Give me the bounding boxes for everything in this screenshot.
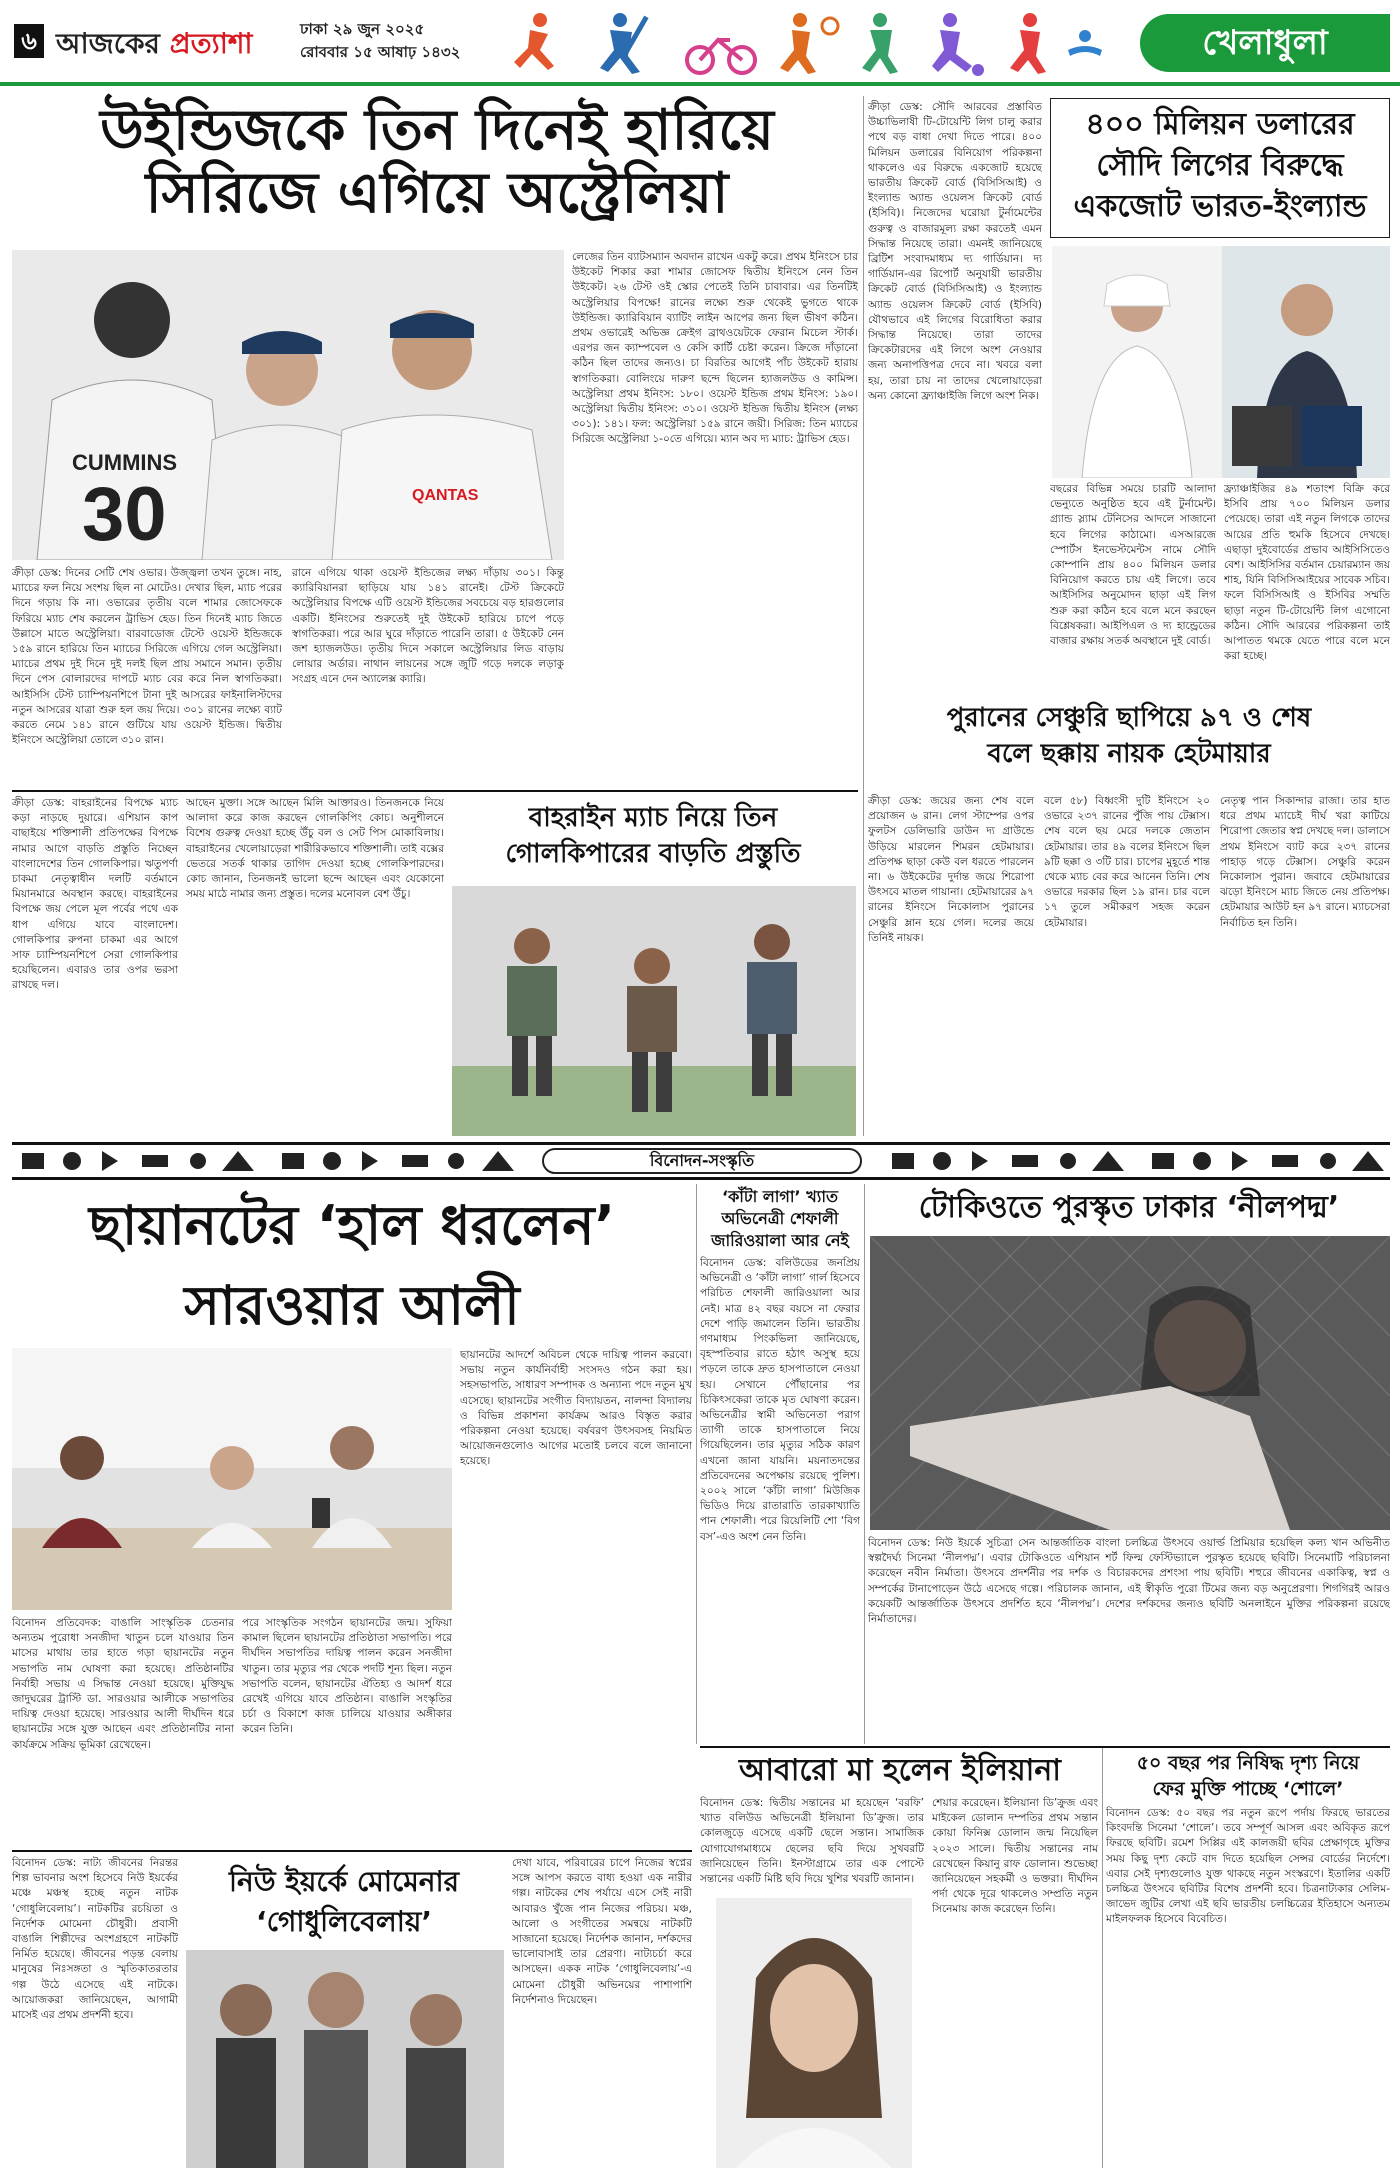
separator-neelpadma-bottom (700, 1746, 1390, 1748)
actress-illustration (870, 1236, 1390, 1530)
neelpadma-body: বিনোদন ডেস্ক: নিউ ইয়র্কে সুচিত্রা সেন আন্তর্জাতিক বাংলা চলচ্চিত্র উৎসবে ওয়ার্ল্ড প্রিমিয়ার হয়েছিল কল্য খান অভিনীত স্বল্পদৈর্ঘ্য সিনেমা ‘নীলপদ্ম’। এবার টোকিওতে এশিয়ান শর্ট ফিল্ম ফেস্টিভ্যালে পুরস্কৃত হয়েছে ছবিটি। সিনেমাটি পরিচালনা করেছেন নবীন নির্মাতা। উৎসবে প্রদর্শনীর পর দর্শক ও বিচারকদের প্রশংসা পায় ছবিটি। শহুরে জীবনের একাকিত্ব, স্বপ্ন ও সম্পর্কের টানাপোড়েন উঠে এসেছে গল্পে। পরিচালক জানান, এই স্বীকৃতি পুরো টিমের জন্য বড় অনুপ্রেরণা। শিগগিরই আরও কয়েকটি আন্তর্জাতিক উৎসবে প্রদর্শিত হবে ‘নীলপদ্ম’। দেশের দর্শকদের জন্যও ছবিটি অনলাইনে মুক্তির পরিকল্পনা রয়েছে নির্মাতাদের। (868, 1537, 1390, 1626)
saudi-headline-line3: একজোট ভারত-ইংল্যান্ড (1073, 189, 1367, 224)
hetmyer-column-1: ক্রীড়া ডেস্ক: জয়ের জন্য শেষ বলে প্রয়োজন ৬ রান। লেগ স্টাম্পের ওপর ফুলটস ডেলিভারি ডাউন দ্য গ্রাউন্ডে উড়িয়ে মারলেন শিমরন হেটমায়ার। প্রতিপক্ষ ছাড়া কেউ বল ধরতে পারলেন না। ৬ উইকেটের দুর্দান্ত জয়ে শিরোপা উৎসবে মাতল গায়ানা। হেটমায়ারের ৯৭ রানের ইনিংসে নিকোলাস পুরানের সেঞ্চুরি ম্লান হয়ে গেল। দলের জয়ে তিনিই নায়ক। (868, 795, 1034, 944)
hetmyer-headline (868, 700, 1390, 772)
hetmyer-headline-line1: পুরানের সেঞ্চুরি ছাপিয়ে ৯৭ ও শেষ (946, 703, 1312, 733)
actor-right-icon (406, 1994, 466, 2168)
clapper-icon (22, 1153, 44, 1169)
actor-left-icon (216, 1984, 276, 2168)
sarwar-column-3: ছায়ানটের আদর্শে অবিচল থেকে দায়িত্ব পালন করবো। সভায় নতুন কার্যনির্বাহী সংসদও গঠন করা হয়। সহসভাপতি, সাধারণ সম্পাদক ও অন্যান্য পদে নতুন মুখ এসেছে। ছায়ানটের সংগীত বিদ্যায়তন, নালন্দা বিদ্যালয় ও বিভিন্ন প্রকাশনা কার্যক্রম আরও বিস্তৃত করার পরিকল্পনা নেওয়া হয়েছে। বর্ষবরণ উৎসবসহ নিয়মিত আয়োজনগুলোও আগের মতোই চলবে বলে জানানো হয়েছে। (460, 1349, 692, 1468)
cricketers-illustration (12, 250, 564, 560)
section-label: খেলাধুলা (1140, 14, 1390, 72)
momena-photo (186, 1950, 504, 2168)
saudi-headline-line1: ৪০০ মিলিয়ন ডলারের (1085, 107, 1355, 142)
saudi-column-3: ফ্র্যাঞ্চাইজির ৪৯ শতাংশ বিক্রি করে ইসিবি প্রায় ৭০০ মিলিয়ন ডলার পেয়েছে। তারা এই নতুন লিগকে তাদের আয়ের প্রতি হুমকি হিসেবে দেখছে। এছাড়া দুইবোর্ডের প্রভাব আইসিসিতেও বেশ। আইসিসির বর্তমান চেয়ারম্যান জয় শাহ, যিনি বিসিসিআইয়ের সাবেক সচিব। ফলে বিসিসিআই ও ইসিবির সম্মতি ছাড়া নতুন টি-টোয়েন্টি লিগ এগোনো কঠিন। সৌদি আরবের পরিকল্পনা তাই আপাতত থমকে যেতে পারে বলে মনে করা হচ্ছে। (1224, 483, 1390, 663)
momena-column-2: দেখা যাবে, পরিবারের চাপে নিজের স্বপ্নের সঙ্গে আপস করতে বাধ্য হওয়া এক নারীর গল্প। নাটকের শেষ পর্যায়ে এসে সেই নারী আবারও খুঁজে পান নিজের পরিচয়। মঞ্চ, আলো ও সংগীতের সমন্বয়ে নাটকটি সাজানো হয়েছে। নির্দেশক জানান, দর্শকদের ভালোবাসাই তার প্রেরণা। নাট্যচর্চা করে আসছেন। একক নাটক ‘গোধুলিবেলায়’-এ মোমেনা চৌধুরী অভিনয়ের পাশাপাশি নির্দেশনাও দিয়েছেন। (512, 1857, 692, 2006)
bcci-logo-icon (1232, 406, 1292, 466)
camera-icon (142, 1155, 168, 1167)
sarwar-column-2: পরে সাংস্কৃতিক সংগঠন ছায়ানটের জন্ম। সুফিয়া কামাল ছিলেন ছায়ানটের প্রতিষ্ঠাতা সভাপতি। পরে দীর্ঘদিন সভাপতির দায়িত্ব পালন করেন সনজীদা খাতুন। তার মৃত্যুর পর থেকে পদটি শূন্য ছিল। নতুন সভাপতি বলেন, ছায়ানটের ঐতিহ্য ও আদর্শ ধরে রেখেই এগিয়ে যাবে প্রতিষ্ঠান। বাঙালি সংস্কৃতির চর্চা ও বিকাশে কাজ চালিয়ে যাওয়ার অঙ্গীকার করেন তিনি। (242, 1617, 452, 1736)
saudi-headline (1054, 104, 1386, 227)
ileana-column-1: বিনোদন ডেস্ক: দ্বিতীয় সন্তানের মা হয়েছেন ‘বরফি’ খ্যাত বলিউড অভিনেত্রী ইলিয়ানা ডি’ক্রুজ। তার কোলজুড়ে এসেছে একটি ছেলে সন্তান। সামাজিক যোগাযোগমাধ্যমে ছেলের ছবি দিয়ে সুখবরটি জানিয়েছেন তিনি। ইনস্টাগ্রামে তার এক পোস্টে সন্তানের একটি মিষ্টি ছবি দিয়ে খুশির খবরটি জানান। (700, 1797, 924, 1886)
separator-sarwar-shefali (696, 1184, 697, 1744)
officials-illustration (1052, 246, 1390, 478)
paper-logo (56, 22, 253, 62)
masthead (0, 0, 1400, 86)
momena-headline-line1: নিউ ইয়র্কে মোমেনার (229, 1865, 459, 1898)
lead-column-1: ক্রীড়া ডেস্ক: দিনের সেটি শেষ ওভার। উজ্জ্বলা তখন তুঙ্গে। নাহ, ম্যাচের ফল নিয়ে সংশয় ছিল না মোটেও। দেখার ছিল, ম্যাচ পরের দিনে গড়ায় কি না। ওভারের তৃতীয় বলে শামার জোসেফকে ফিরিয়ে ম্যাচ শেষ করলেন ট্রাভিস হেড। তিন দিনেই ম্যাচ জিতে উল্লাসে মাতে অস্ট্রেলিয়া। বারবাডোজ টেস্টে ওয়েস্ট ইন্ডিজকে ১৫৯ রানে হারিয়ে তিন ম্যাচের সিরিজে এগিয়ে গেল অস্ট্রেলিয়া। ম্যাচের প্রথম দুই দিনে দুই দলই ছিল প্রায় সমানে সমান। তৃতীয় দিনে পেস বোলারদের দাপটে ম্যাচ বের করে নিল স্বাগতিকরা। আইসিসি টেস্ট চ্যাম্পিয়নশিপে টানা দুই আসরের ফাইনালিস্টদের নতুন আসরের যাত্রা শুরু হল জয় দিয়ে। ৩০১ রানের লক্ষ্যে ব্যাট করতে নেমে ১৪১ রানে গুটিয়ে যায় ওয়েস্ট ইন্ডিজ। দ্বিতীয় ইনিংসে অস্ট্রেলিয়া তোলে ৩১০ রান। (12, 567, 282, 747)
ileana-headline: আবারো মা হলেন ইলিয়ানা (739, 1753, 1061, 1788)
paper-logo-part1: আজকের (56, 27, 160, 60)
shefali-column-1: বিনোদন ডেস্ক: বলিউডের জনপ্রিয় অভিনেত্রী ও ‘কাঁটা লাগা’ গার্ল হিসেবে পরিচিত শেফালী জারিওয়ালা আর নেই। মাত্র ৪২ বছর বয়সে না ফেরার দেশে পাড়ি জমালেন তিনি। ভারতীয় গণমাধ্যম পিংকভিলা জানিয়েছে, বৃহস্পতিবার রাতে হঠাৎ অসুস্থ হয়ে পড়লে তাকে দ্রুত হাসপাতালে নেওয়া হয়। সেখানে পৌঁছানোর পর চিকিৎসকেরা তাকে মৃত ঘোষণা করেন। অভিনেত্রীর স্বামী অভিনেতা পরাগ ত্যাগী তাকে হাসপাতালে নিয়ে গিয়েছিলেন। তার মৃত্যুর সঠিক কারণ এখনো জানা যায়নি। ময়নাতদন্তের প্রতিবেদনের অপেক্ষায় রয়েছে পুলিশ। ২০০২ সালে ‘কাঁটা লাগা’ মিউজিক ভিডিও দিয়ে রাতারাতি তারকাখ্যাতি পান শেফালী। পরে রিয়েলিটি শো ‘বিগ বস’-এও অংশ নেন তিনি। (700, 1257, 860, 1543)
divider-momena-top (12, 1850, 692, 1852)
football-icon (932, 13, 984, 76)
separator-shefali-neelpadma (864, 1184, 865, 1744)
sholay-column-1: বিনোদন ডেস্ক: ৫০ বছর পর নতুন রূপে পর্দায় ফিরছে ভারতের কিংবদন্তি সিনেমা ‘শোলে’। তবে সম্পূর্ণ আসল এবং অবিকৃত রূপে ফিরছে ছবিটি। রমেশ সিপ্পির এই কালজয়ী ছবির প্রেক্ষাগৃহে মুক্তির সময় কিছু দৃশ্য কেটে বাদ দিতে হয়েছিল সেন্সর বোর্ডের নির্দেশে। এবার সেই দৃশ্যগুলোও যুক্ত থাকছে নতুন সংস্করণে। ইতালির একটি চলচ্চিত্র উৎসবে ছবিটির বিশেষ প্রদর্শনী হবে। চিত্রনাট্যকার সেলিম-জাভেদ জুটির লেখা এই ছবি ভারতীয় চলচ্চিত্রের ইতিহাসে অন্যতম মাইলফলক হিসেবে বিবেচিত। (1106, 1807, 1390, 1926)
saudi-photo (1052, 246, 1390, 478)
neelpadma-photo (870, 1236, 1390, 1530)
sholay-headline-line2: ফের মুক্তি পাচ্ছে ‘শোলে’ (1152, 1778, 1344, 1800)
swimmer-icon (1068, 30, 1102, 56)
sarwar-headline-line1: ছায়ানটের ‘হাল ধরলেন’ (89, 1194, 615, 1257)
ileana-photo (716, 1898, 912, 2168)
lead-photo (12, 250, 564, 560)
separator-lead-saudi (863, 96, 864, 1136)
saudi-column-1: ক্রীড়া ডেস্ক: সৌদি আরবের প্রস্তাবিত উচ্চাভিলাষী টি-টোয়েন্টি লিগ চালু করার পথে বড় বাধা দেখা দিতে পারে। ৪০০ মিলিয়ন ডলারের বিনিয়োগ পরিকল্পনা থাকলেও এর বিরুদ্ধে একজোট হয়েছে ভারতীয় ক্রিকেট বোর্ড (বিসিসিআই) ও ইংল্যান্ড অ্যান্ড ওয়েলস ক্রিকেট বোর্ড (ইসিবি)। নিজেদের ঘরোয়া টুর্নামেন্টের গুরুত্ব ও বাজারমূল্য রক্ষা করতেই এমন সিদ্ধান্ত নিয়েছে তারা। এমনই জানিয়েছে ব্রিটিশ সংবাদমাধ্যম দ্য গার্ডিয়ান। দ্য গার্ডিয়ান-এর রিপোর্ট অনুযায়ী ভারতীয় ক্রিকেট বোর্ড (বিসিসিআই) ও ইংল্যান্ড অ্যান্ড ওয়েলস ক্রিকেট বোর্ড (ইসিবি) যৌথভাবে এই লিগের বিরোধিতা করার সিদ্ধান্ত নিয়েছে। তারা তাদের ক্রিকেটারদের এই লিগে অংশ নেওয়ার জন্য অনাপত্তিপত্র দেবে না। খবরে বলা হয়, তারা চায় না তাদের খেলোয়াড়েরা অন্য কোনো ফ্র্যাঞ্চাইজি লিগে অংশ নিক। (868, 101, 1042, 402)
goalkeepers-illustration (452, 886, 856, 1136)
film-reel-icon (63, 1152, 81, 1170)
sponsor-logo-text: QANTAS (412, 487, 479, 504)
mask-icon (222, 1151, 254, 1171)
jersey-number-text: 30 (82, 472, 167, 557)
saudi-column-2: বছরের বিভিন্ন সময়ে চারটি আলাদা ভেন্যুতে অনুষ্ঠিত হবে এই টুর্নামেন্ট। গ্র্যান্ড স্ল্যাম টেনিসের আদলে সাজানো হবে লিগের কাঠামো। এসআরজে স্পোর্টস ইনভেস্টমেন্টস নামে সৌদি কোম্পানি প্রায় ৪০০ মিলিয়ন ডলার বিনিয়োগ করতে চায় এই লিগে। তবে আইসিসির অনুমোদন ছাড়া এই লিগ শুরু করা কঠিন হবে বলে মনে করছেন বিশ্লেষকরা। আইপিএল ও দ্য হান্ড্রেডের বাজার রক্ষায় সতর্ক অবস্থানে দুই বোর্ড। (1050, 483, 1216, 648)
ileana-illustration (716, 1898, 912, 2168)
cricketer-icon (600, 13, 649, 74)
ileana-column-2: শেয়ার করেছেন। ইলিয়ানা ডি’ক্রুজ এবং মাইকেল ডোলান দম্পতির প্রথম সন্তান কোয়া ফিনিক্স ডোলান জন্ম নিয়েছিল ২০২৩ সালে। দ্বিতীয় সন্তানের নাম রেখেছেন কিয়ানু রাফ ডোলান। শুভেচ্ছা জানিয়েছেন সহকর্মী ও ভক্তরা। দীর্ঘদিন পর্দা থেকে দূরে থাকলেও সম্প্রতি নতুন সিনেমায় কাজ করেছেন তিনি। (932, 1797, 1098, 1916)
sholay-headline (1106, 1750, 1390, 1802)
hetmyer-column-3: নেতৃত্ব পান সিকান্দার রাজা। তার হাত ধরে প্রথম ম্যাচেই দীর্ঘ খরা কাটিয়ে শিরোপা জেতার স্বপ্ন দেখছে দল। ডালাসে প্রথম ইনিংসে ব্যাট করে ২৩৭ রানের পাহাড় গড়ে টেক্সাস। সেঞ্চুরি করেন নিকোলাস পুরান। জবাবে হেটমায়ারের ঝড়ো ইনিংসে ম্যাচ জিতে নেয় প্রতিপক্ষ। হেটমায়ার আউট হন ৯৭ রানে। ম্যাচসেরা নির্বাচিত হন তিনি। (1220, 795, 1390, 929)
sholay-headline-line1: ৫০ বছর পর নিষিদ্ধ দৃশ্য নিয়ে (1136, 1752, 1360, 1774)
sports-icons-strip (500, 6, 1120, 80)
momena-headline-line2: ‘গোধুলিবেলায়’ (256, 1905, 432, 1938)
momena-headline (184, 1862, 504, 1942)
page-number: ৬ (14, 24, 44, 58)
bahrain-column-2: আছেন মুক্তা। সঙ্গে আছেন মিলি আক্তারও। তিনজনকে নিয়ে আলাদা করে কাজ করছেন গোলকিপিং কোচ। অনুশীলনে বিশেষ গুরুত্ব দেওয়া হচ্ছে উঁচু বল ও সেট পিস মোকাবিলায়। বাহরাইনের খেলোয়াড়েরা শারীরিকভাবে শক্তিশালী। তাই বক্সের ভেতরে সতর্ক থাকার তাগিদ দেওয়া হচ্ছে গোলকিপারদের। কোচ জানান, তিনজনই ভালো ছন্দে আছেন এবং যেকোনো সময় মাঠে নামার জন্য প্রস্তুত। দলের মনোবল বেশ উঁচু। (186, 797, 444, 901)
bahrain-column-1: ক্রীড়া ডেস্ক: বাহরাইনের বিপক্ষে ম্যাচ কড়া নাড়ছে দুয়ারে। এশিয়ান কাপ বাছাইয়ে শক্তিশালী প্রতিপক্ষের বিপক্ষে নামার আগে বাড়তি প্রস্তুতি নিচ্ছেন বাংলাদেশের তিন গোলকিপার। ঋতুপর্ণা চাকমা নেতৃত্বাধীন দলটি বর্তমানে মিয়ানমারে অবস্থান করছে। বাহরাইনের বিপক্ষে জয় পেলে মূল পর্বের পথে এক ধাপ এগিয়ে যাবে বাংলাদেশ। গোলকিপার রুপনা চাকমা এর আগে সাফ চ্যাম্পিয়নশিপে সেরা গোলকিপার হয়েছিলেন। এবারও তার ওপর ভরসা রাখছে দল। (12, 797, 178, 992)
film-still-illustration (186, 1950, 504, 2168)
neelpadma-headline: টোকিওতে পুরস্কৃত ঢাকার ‘নীলপদ্ম’ (918, 1190, 1340, 1225)
shefali-headline (700, 1186, 860, 1252)
hetmyer-headline-line2: বলে ছক্কায় নায়ক হেটমায়ার (987, 739, 1271, 769)
sarwar-photo (12, 1348, 452, 1610)
basketball-icon (862, 13, 898, 74)
date-bengali: রোববার ১৫ আষাঢ় ১৪৩২ (300, 43, 461, 61)
lead-headline-line1: উইন্ডিজকে তিন দিনেই হারিয়ে (100, 98, 774, 163)
entertainment-band-title: বিনোদন-সংস্কৃতি (542, 1148, 862, 1174)
lead-headline (12, 100, 862, 225)
microphone-icon (312, 1498, 330, 1528)
entertainment-band (12, 1142, 1390, 1180)
paper-logo-part2: প্রত্যাশা (169, 27, 253, 60)
divider-lead-bottom (12, 790, 858, 792)
momena-column-1: বিনোদন ডেস্ক: নাট্য জীবনের নিরন্তর শিল্প ভাবনার অংশ হিসেবে নিউ ইয়র্কের মঞ্চে মঞ্চস্থ হচ্ছে নতুন নাটক ‘গোধুলিবেলায়’। নাটকটির রচয়িতা ও নির্দেশক মোমেনা চৌধুরী। প্রবাসী বাঙালি শিল্পীদের অংশগ্রহণে নাটকটি নির্মিত হয়েছে। জীবনের পড়ন্ত বেলায় মানুষের নিঃসঙ্গতা ও স্মৃতিকাতরতার গল্প উঠে এসেছে এই নাটকে। আয়োজকরা জানিয়েছেন, আগামী মাসেই এর প্রথম প্রদর্শনী হবে। (12, 1857, 178, 2022)
saudi-headline-line2: সৌদি লিগের বিরুদ্ধে (1096, 148, 1344, 183)
tennis-icon (780, 13, 838, 74)
play-icon (102, 1151, 118, 1171)
music-note-icon (190, 1153, 206, 1169)
sarwar-column-1: বিনোদন প্রতিবেদক: বাঙালি সাংস্কৃতিক চেতনার অন্যতম পুরোধা সনজীদা খাতুন চলে যাওয়ার তিন মাসের মাথায় তার হাতে গড়া ছায়ানটের নতুন সভাপতি নাম ঘোষণা করা হয়েছে। প্রতিষ্ঠানটির নির্বাহী সভায় এ সিদ্ধান্ত নেওয়া হয়েছে। মুক্তিযুদ্ধ জাদুঘরের ট্রাস্টি ডা. সারওয়ার আলীকে সভাপতির দায়িত্ব দেওয়া হয়েছে। সারওয়ার আলী দীর্ঘদিন ধরে ছায়ানটের সঙ্গে যুক্ত আছেন এবং প্রতিষ্ঠানটির নানা কার্যক্রমে সক্রিয় ভূমিকা রেখেছেন। (12, 1617, 234, 1751)
date-block (300, 18, 500, 64)
volleyball-icon (1010, 13, 1046, 74)
shefali-headline-line2: অভিনেত্রী শেফালী (721, 1209, 839, 1228)
bahrain-headline-line2: গোলকিপারের বাড়তি প্রস্তুতি (505, 839, 801, 869)
lead-column-2: রানে এগিয়ে থাকা ওয়েস্ট ইন্ডিজের লক্ষ্য দাঁড়ায় ৩০১। কিন্তু ক্যারিবিয়ানরা ছাড়িয়ে যায় ১৪১ রানেই। টেস্ট ক্রিকেটে অস্ট্রেলিয়ার বিপক্ষে এটি ওয়েস্ট ইন্ডিজের সবচেয়ে বড় হারগুলোর একটি। ইনিংসের শুরুতেই দুই উইকেট হারিয়ে চাপে পড়ে স্বাগতিকরা। পরে আর ঘুরে দাঁড়াতে পারেনি তারা। ৫ উইকেট নেন জশ হ্যাজলউড। তৃতীয় দিনে সকালে অস্ট্রেলিয়ার লিড বাড়ায় লোয়ার অর্ডার। নাথান লায়নের সঙ্গে জুটি গড়ে দলকে লড়াকু সংগ্রহ এনে দেন অ্যালেক্স ক্যারি। (292, 567, 564, 686)
meeting-illustration (12, 1348, 452, 1610)
separator-ileana-sholay (1102, 1748, 1103, 2168)
hetmyer-column-2: বলে ৫৮) বিধ্বংসী দুটি ইনিংসে ২০ ওভারে ২৩৭ রানের পুঁজি পায় টেক্সাস। শেষ বলে ছয় মেরে দলকে জেতান হেটমায়ার। তার ৪৯ বলের ইনিংসে ছিল ৯টি ছক্কা ও ৩টি চার। চাপের মুহূর্তে শান্ত থেকে ম্যাচ বের করে আনেন তিনি। শেষ ওভারে দরকার ছিল ১৯ রান। চার বলে ১৭ তুলে সমীকরণ সহজ করেন হেটমায়ার। (1044, 795, 1210, 929)
cyclist-icon (687, 40, 755, 73)
bahrain-headline-line1: বাহরাইন ম্যাচ নিয়ে তিন (528, 803, 778, 833)
shefali-headline-line1: ‘কাঁটা লাগা’ খ্যাত (722, 1187, 838, 1206)
sarwar-headline (12, 1186, 692, 1346)
date-gregorian: ঢাকা ২৯ জুন ২০২৫ (300, 20, 425, 38)
bahrain-headline (450, 800, 856, 872)
bahrain-photo (452, 886, 856, 1136)
lead-headline-line2: সিরিজে এগিয়ে অস্ট্রেলিয়া (145, 160, 729, 226)
face-icon (770, 1964, 858, 2072)
runner-icon (514, 13, 554, 70)
shefali-headline-line3: জারিওয়ালা আর নেই (711, 1231, 849, 1250)
jersey-name-text: CUMMINS (72, 450, 178, 475)
sarwar-headline-line2: সারওয়ার আলী (184, 1274, 520, 1337)
lead-column-3: লেজের তিন ব্যাটসম্যান অবদান রাখেন একটু করে। প্রথম ইনিংসে চার উইকেট শিকার করা শামার জোসেফ দ্বিতীয় ইনিংসে নেন তিন উইকেট। ২৬ টেস্ট ওই স্কোর পেতেই তিনি চাবাবার। এর তিনটিই অস্ট্রেলিয়ার বিপক্ষে! রানের লক্ষ্যে শুরু থেকেই ভুগতে থাকে উইন্ডিজ। ক্যারিবিয়ান ব্যাটিং লাইন আপের জন্য ছিল ভীষণ কঠিন। প্রথম ওভারেই অভিজ্ঞ ক্রেইগ ব্রাথওয়েটকে ফেরান মিচেল স্টার্ক। এরপর জন ক্যাম্পবেল ও কেসি কার্টি চেষ্টা করেন। ক্রিজে দাঁড়ানো কঠিন ছিল তাদের জন্যও। চা বিরতির আগেই পাঁচ উইকেট হারায় স্বাগতিকরা। বোলিংয়ে দারুণ ছন্দে ছিলেন হ্যাজলউড ও কামিন্স। অস্ট্রেলিয়া প্রথম ইনিংস: ১৮০। ওয়েস্ট ইন্ডিজ প্রথম ইনিংস: ১৯০। অস্ট্রেলিয়া দ্বিতীয় ইনিংস: ৩১০। ওয়েস্ট ইন্ডিজ দ্বিতীয় ইনিংস (লক্ষ্য ৩০১): ১৪১। ফল: অস্ট্রেলিয়া ১৫৯ রানে জয়ী। সিরিজ: তিন ম্যাচের সিরিজে অস্ট্রেলিয়া ১-০তে এগিয়ে। ম্যান অব দ্য ম্যাচ: ট্রাভিস হেড। (572, 251, 858, 446)
ecb-logo-icon (1302, 406, 1362, 466)
actor-center-icon (304, 1972, 368, 2168)
